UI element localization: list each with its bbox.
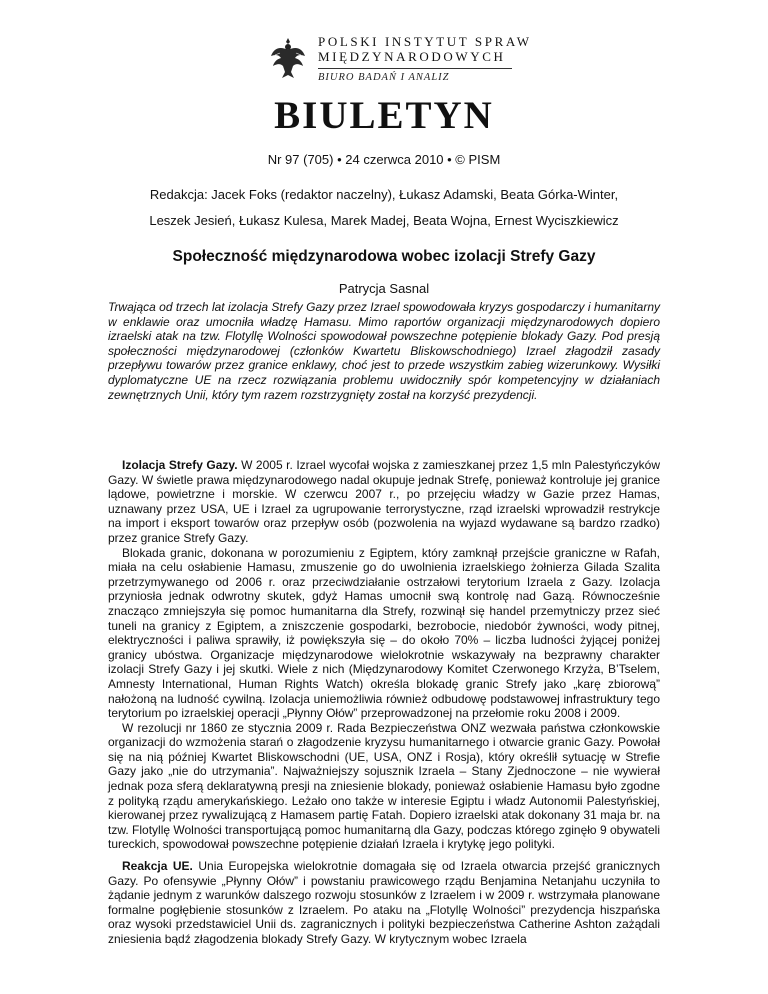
header-rule xyxy=(318,68,512,69)
paragraph: Blokada granic, dokonana w porozumieniu z Egiptem, który zamknął przejście graniczne w Rafah, miała na celu osłabienie Hamasu, zmuszenie go do uwolnienia izraelskiego żołnierza Gilada Szalita przetrzymywanego od 2006 r. oraz przeciwdziałanie ostrzałowi terytorium Izraela z Gazy. Izolacja przyniosła jednak odwrotny skutek, gdyż Hamas umocnił swą kontrolę nad Gazą. Równocześnie znacząco zmniejszyła się pomoc humanitarna dla Strefy, rozwinął się handel przemytniczy przez sieć tuneli na granicy z Egiptem, a zniszczenie gospodarki, bezrobocie, niedobór żywności, wody pitnej, elektryczności i paliwa sprawiły, iż powiększyła się – do około 70% – liczba ludności żyjącej poniżej granicy ubóstwa. Organizacje międzynarodowe wielokrotnie wskazywały na bezprawny charakter izolacji Strefy Gazy i jej skutki. Wiele z nich (Międzynarodowy Komitet Czerwonego Krzyża, B’Tselem, Amnesty International, Human Rights Watch) określa blokadę granic Strefy jako „karę zbiorową” nałożoną na ludność cywilną. Izolacja uniemożliwia również odbudowę podstawowej infrastruktury tego terytorium po izraelskiej operacji „Płynny Ołów” przeprowadzonej na przełomie roku 2008 i 2009. xyxy=(108,545,660,721)
editors xyxy=(0,182,768,234)
article-title: Społeczność międzynarodowa wobec izolacji Strefy Gazy xyxy=(172,248,596,265)
article-body xyxy=(108,458,660,947)
section-heading: Reakcja UE. xyxy=(122,859,193,874)
editors-line-2: Leszek Jesień, Łukasz Kulesa, Marek Madej, Beata Wojna, Ernest Wyciszkiewicz xyxy=(149,213,619,228)
institute-name: POLSKI INSTYTUT SPRAW MIĘDZYNARODOWYCH xyxy=(318,34,532,64)
issue-info: Nr 97 (705) • 24 czerwca 2010 • © PISM xyxy=(267,152,501,167)
article-author: Patrycja Sasnal xyxy=(338,281,430,296)
eagle-emblem-icon xyxy=(270,34,306,80)
paragraph: W rezolucji nr 1860 ze stycznia 2009 r. Rada Bezpieczeństwa ONZ wezwała państwa członkowskie organizacji do wzmożenia starań o złagodzenie kryzysu humanitarnego i otwarcie granic Gazy. Powołał się na nią później Kwartet Bliskowschodni (UE, USA, ONZ i Rosja), który określił sytuację w Strefie Gazy jako „nie do utrzymania”. Najważniejszy sojusznik Izraela – Stany Zjednoczone – nie wywierał jednak poza sferą deklaratywną presji na zniesienie blokady, ponieważ osłabienie Hamasu było zgodne z polityką rządu amerykańskiego. Leżało ono także w interesie Egiptu i władz Autonomii Palestyńskiej, kierowanej przez rywalizującą z Hamasem partię Fatah. Dopiero izraelski atak dokonany 31 maja br. na tzw. Flotyllę Wolności transportującą pomoc humanitarną dla Gazy, podczas którego zginęło 9 obywateli tureckich, spowodował powszechne potępienie działań Izraela i krytykę jego polityki. xyxy=(108,720,660,852)
bureau-name: BIURO BADAŃ I ANALIZ xyxy=(318,72,450,83)
paragraph: Reakcja UE. Unia Europejska wielokrotnie domagała się od Izraela otwarcia przejść granicznych Gazy. Po ofensywie „Płynny Ołów” i powstaniu prawicowego rządu Benjamina Netanjahu uczyniła to żądanie jednym z warunków dalszego rozwoju stosunków z Izraelem i w 2009 r. wstrzymała planowane formalne pogłębienie stosunków z Izraelem. Po ataku na „Flotyllę Wolności” prezydencja hiszpańska oraz wysoki przedstawiciel Unii ds. zagranicznych i polityki bezpieczeństwa Catherine Ashton zażądali zniesienia bądź złagodzenia blokady Strefy Gazy. W krytycznym wobec Izraela xyxy=(108,859,660,946)
header xyxy=(0,32,768,92)
article-lead: Trwająca od trzech lat izolacja Strefy Gazy przez Izrael spowodowała kryzys gospodarczy i humanitarny w enklawie oraz umocniła władzę Hamasu. Mimo raportów organizacji międzynarodowych dopiero izraelski atak na tzw. Flotyllę Wolności spowodował powszechne potępienie blokady Gazy. Pod presją społeczności międzynarodowej (członków Kwartetu Bliskowschodniego) Izrael złagodził zasady przepływu towarów przez granice enklawy, choć jest to przede wszystkim zabieg wizerunkowy. Wysiłki dyplomatyczne UE na rzecz rozwiązania problemu uwidoczniły spór kompetencyjny w działaniach zewnętrznych Unii, który tym razem rozstrzygnięty został na korzyść prezydencji. xyxy=(108,300,660,402)
editors-line-1: Redakcja: Jacek Foks (redaktor naczelny), Łukasz Adamski, Beata Górka-Winter, xyxy=(149,187,619,202)
section-heading: Izolacja Strefy Gazy. xyxy=(122,458,238,472)
paragraph: Izolacja Strefy Gazy. W 2005 r. Izrael wycofał wojska z zamieszkanej przez 1,5 mln Palestyńczyków Gazy. W świetle prawa międzynarodowego nadal okupuje jednak Strefę, ponieważ kontroluje jej granice lądowe, powietrzne i morskie. W czerwcu 2007 r., po przejęciu władzy w Gazie przez Hamas, uznawany przez USA, UE i Izrael za ugrupowanie terrorystyczne, rząd izraelski wprowadził restrykcje na import i eksport towarów oraz przepływ osób (pozwolenia na wyjazd wydawane są bardzo rzadko) przez granice Strefy Gazy. xyxy=(108,458,660,545)
bulletin-title: BIULETYN xyxy=(274,94,494,137)
